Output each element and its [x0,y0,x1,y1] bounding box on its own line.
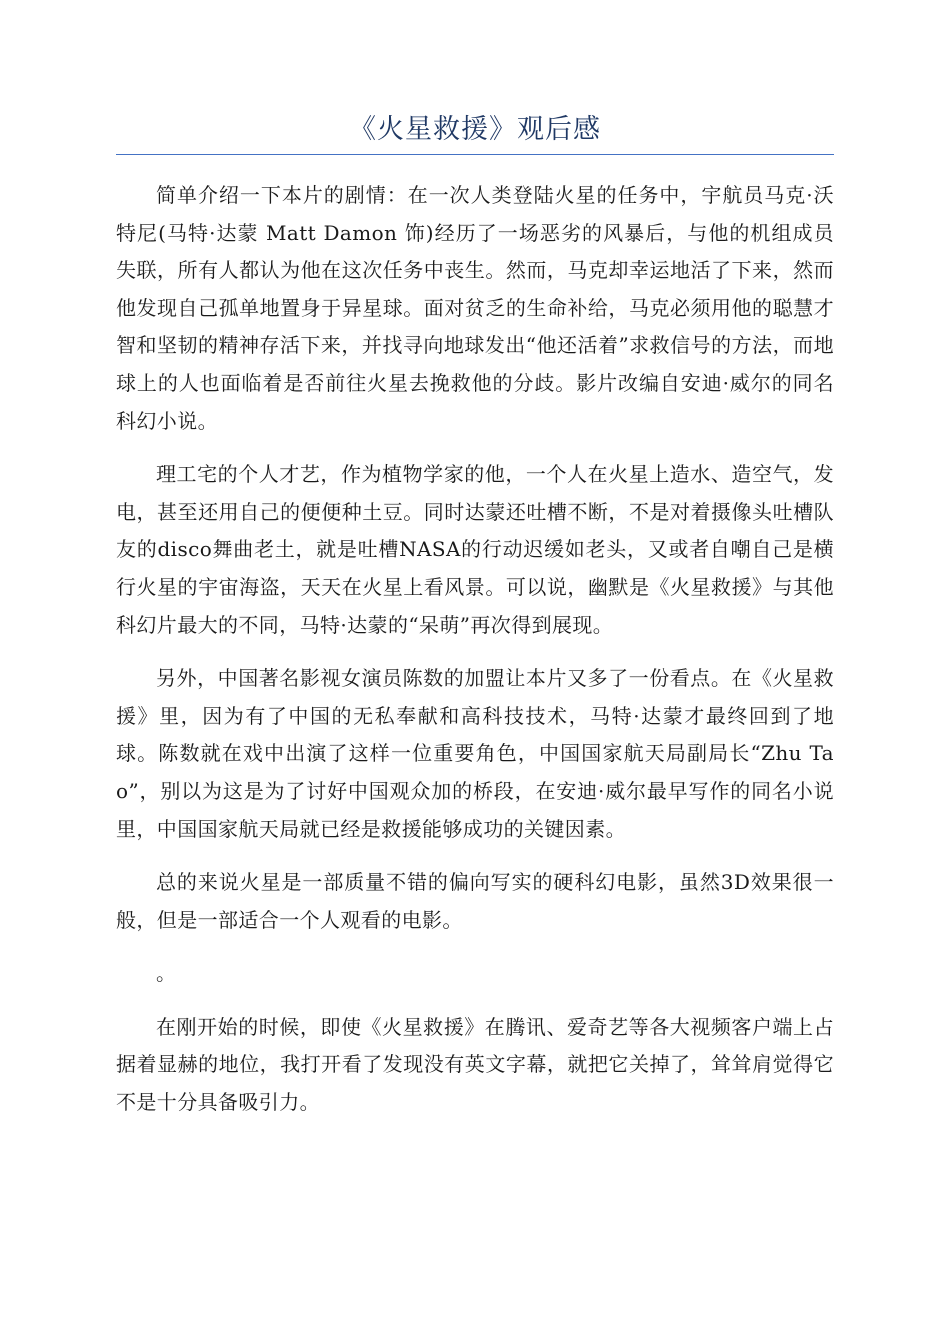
document-title: 《火星救援》观后感 [349,114,601,145]
paragraph-humor: 理工宅的个人才艺，作为植物学家的他，一个人在火星上造水、造空气，发电，甚至还用自己的便便种土豆。同时达蒙还吐槽不断，不是对着摄像头吐槽队友的disco舞曲老土，就是吐槽NASA的行动迟缓如老头，又或者自嘲自己是横行火星的宇宙海盗，天天在火星上看风景。可以说，幽默是《火星救援》与其他科幻片最大的不同，马特·达蒙的“呆萌”再次得到展现。 [116,462,834,637]
document-page [116,108,834,1138]
paragraph-period: 。 [156,961,177,986]
paragraph-chen-shu: 另外，中国著名影视女演员陈数的加盟让本片又多了一份看点。在《火星救援》里，因为有了中国的无私奉献和高科技技术，马特·达蒙才最终回到了地球。陈数就在戏中出演了这样一位重要角色，中国国家航天局副局长“Zhu Tao”，别以为这是为了讨好中国观众加的桥段，在安迪·威尔最早写作的同名小说里，中国国家航天局就已经是救援能够成功的关键因素。 [116,666,834,841]
title-underline [116,154,834,155]
paragraph-conclusion: 总的来说火星是一部质量不错的偏向写实的硬科幻电影，虽然3D效果很一般，但是一部适合一个人观看的电影。 [116,870,834,932]
paragraph-plot-summary: 简单介绍一下本片的剧情：在一次人类登陆火星的任务中，宇航员马克·沃特尼(马特·达蒙 Matt Damon 饰)经历了一场恶劣的风暴后，与他的机组成员失联，所有人都认为他在这次任务中丧生。然而，马克却幸运地活了下来，然而他发现自己孤单地置身于异星球。面对贫乏的生命补给，马克必须用他的聪慧才智和坚韧的精神存活下来，并找寻向地球发出“他还活着”求救信号的方法，而地球上的人也面临着是否前往火星去挽救他的分歧。影片改编自安迪·威尔的同名科幻小说。 [116,183,834,433]
paragraph-first-impression: 在刚开始的时候，即使《火星救援》在腾讯、爱奇艺等各大视频客户端上占据着显赫的地位，我打开看了发现没有英文字幕，就把它关掉了，耸耸肩觉得它不是十分具备吸引力。 [116,1014,834,1115]
